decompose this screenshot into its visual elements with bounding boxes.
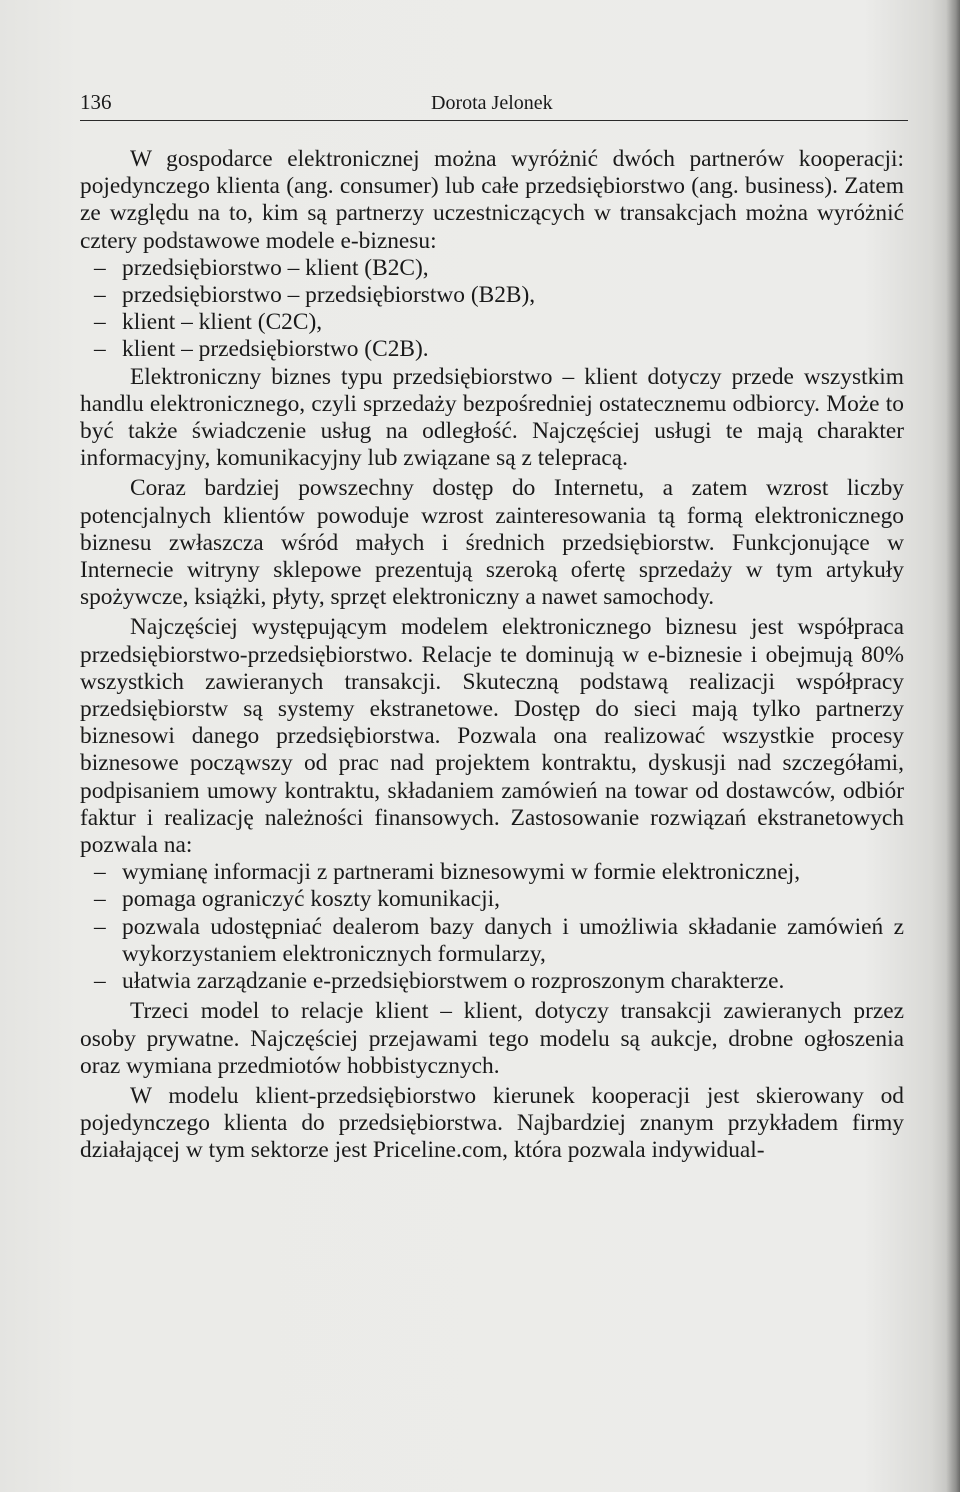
extranet-benefits-list [80, 859, 904, 995]
list-item [80, 968, 904, 995]
list-dash: – [94, 282, 106, 309]
paragraph-3: Coraz bardziej powszechny dostęp do Internetu, a zatem wzrost liczby potencjalnych klientów powoduje wzrost zainteresowania tą formą elektronicznego biznesu zwłaszcza wśród małych i średnich przedsiębiorstw. Funkcjonujące w Internecie witryny sklepowe prezentują szeroką ofertę sprzedaży w tym artykuły spożywcze, książki, płyty, sprzęt elektroniczny a nawet samochody. [80, 475, 904, 611]
running-header [80, 86, 908, 121]
page-number: 136 [80, 90, 112, 114]
list-item-text: klient – przedsiębiorstwo (C2B). [122, 336, 429, 363]
list-item-text: pozwala udostępniać dealerom bazy danych i umożliwia składanie zamówień z wykorzystaniem elektronicznych formularzy, [122, 913, 904, 967]
list-item-text: przedsiębiorstwo – klient (B2C), [122, 254, 429, 281]
list-dash: – [94, 309, 106, 336]
list-item [80, 886, 904, 913]
header-author: Dorota Jelonek [431, 92, 553, 114]
list-item-text: ułatwia zarządzanie e-przedsiębiorstwem o rozproszonym charakterze. [122, 968, 785, 995]
list-item [80, 859, 904, 886]
paragraph-1: W gospodarce elektronicznej można wyróżnić dwóch partnerów kooperacji: pojedynczego klienta (ang. consumer) lub całe przedsiębiorstwo (ang. business). Zatem ze względu na to, kim są partnerzy uczestniczących w transakcjach można wyróżnić cztery podstawowe modele e-biznesu: [80, 146, 904, 254]
list-item-text: pomaga ograniczyć koszty komunikacji, [122, 886, 501, 913]
list-dash: – [94, 968, 106, 995]
paragraph-2: Elektroniczny biznes typu przedsiębiorstwo – klient dotyczy przede wszystkim handlu elektronicznego, czyli sprzedaży bezpośredniej ostatecznemu odbiorcy. Może to być także świadczenie usług na odległość. Najczęściej usługi te mają charakter informacyjny, komunikacyjny lub związane są z telepracą. [80, 363, 904, 472]
models-list [80, 255, 904, 364]
paragraph-6: W modelu klient-przedsiębiorstwo kierunek kooperacji jest skierowany od pojedynczego klienta do przedsiębiorstwa. Najbardziej znanym przykładem firmy działającej w tym sektorze jest Priceline.com, która pozwala indywidual- [80, 1082, 904, 1164]
list-dash: – [94, 913, 106, 940]
list-item [80, 336, 904, 363]
list-dash: – [94, 859, 106, 886]
list-dash: – [94, 336, 106, 363]
paragraph-5: Trzeci model to relacje klient – klient, dotyczy transakcji zawieranych przez osoby prywatne. Najczęściej przejawami tego modelu są aukcje, drobne ogłoszenia oraz wymiana przedmiotów hobbistycznych. [80, 998, 904, 1079]
list-item [80, 255, 904, 282]
list-item-text: wymianę informacji z partnerami biznesowymi w formie elektronicznej, [122, 859, 801, 886]
body-text [80, 146, 904, 1165]
list-item-text: przedsiębiorstwo – przedsiębiorstwo (B2B), [122, 282, 536, 309]
list-item [80, 282, 904, 309]
list-item-text: klient – klient (C2C), [122, 309, 323, 336]
book-spine-shadow [946, 0, 960, 1492]
list-dash: – [94, 886, 106, 913]
paragraph-4: Najczęściej występującym modelem elektronicznego biznesu jest współpraca przedsiębiorstwo-przedsiębiorstwo. Relacje te dominują w e-biznesie i obejmują 80% wszystkich zawieranych transakcji. Skuteczną podstawą realizacji współpracy przedsiębiorstw są systemy ekstranetowe. Dostęp do sieci mają tylko partnerzy biznesowi danego przedsiębiorstwa. Pozwala ona realizować wszystkie procesy biznesowe począwszy od prac nad projektem kontraktu, dyskusji nad szczegółami, podpisaniem umowy kontraktu, składaniem zamówień na towar od dostawców, odbiór faktur i realizację należności finansowych. Zastosowanie rozwiązań ekstranetowych pozwala na: [80, 614, 904, 859]
list-dash: – [94, 254, 106, 281]
list-item [80, 914, 904, 968]
list-item [80, 309, 904, 336]
